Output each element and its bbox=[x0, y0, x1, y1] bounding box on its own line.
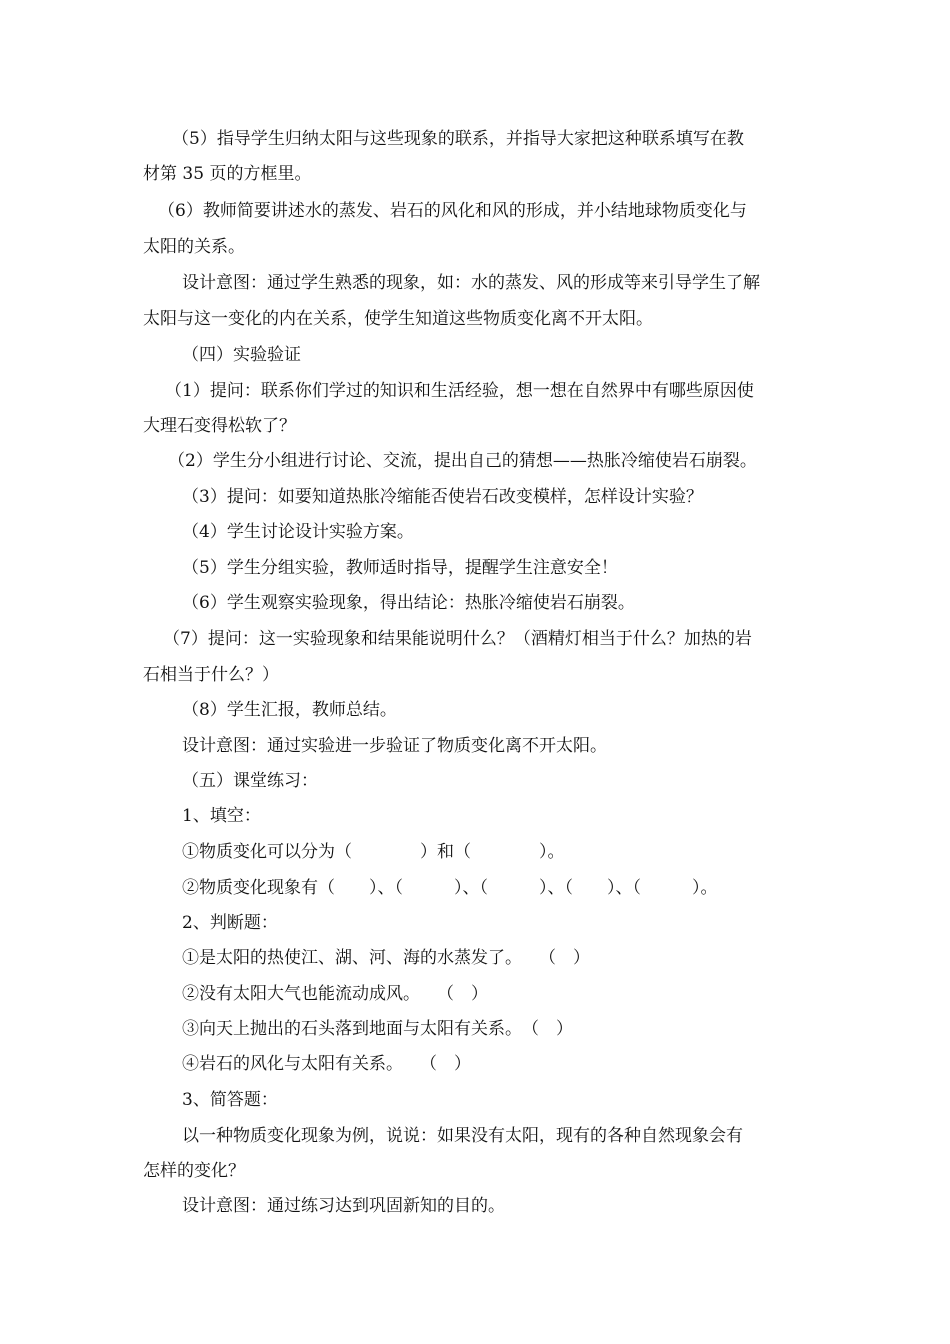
question-item: ④岩石的风化与太阳有关系。 （ ） bbox=[182, 1054, 471, 1074]
paragraph-line: 材第 35 页的方框里。 bbox=[143, 164, 312, 184]
question-heading: 2、判断题： bbox=[182, 913, 278, 933]
paragraph-line: （8）学生汇报，教师总结。 bbox=[182, 700, 397, 720]
question-item: ②没有太阳大气也能流动成风。 （ ） bbox=[182, 984, 488, 1004]
question-item: ①物质变化可以分为（ ）和（ ）。 bbox=[182, 842, 565, 862]
question-item: ③向天上抛出的石头落到地面与太阳有关系。 （ ） bbox=[182, 1019, 573, 1039]
paragraph-line: （7）提问：这一实验现象和结果能说明什么？（酒精灯相当于什么？加热的岩 bbox=[163, 629, 752, 649]
paragraph-line: 以一种物质变化现象为例，说说：如果没有太阳，现有的各种自然现象会有 bbox=[182, 1126, 743, 1146]
paragraph-line: （6）学生观察实验现象，得出结论：热胀冷缩使岩石崩裂。 bbox=[182, 593, 635, 613]
paragraph-line: （1）提问：联系你们学过的知识和生活经验，想一想在自然界中有哪些原因使 bbox=[165, 381, 754, 401]
question-heading: 1、填空： bbox=[182, 806, 261, 826]
paragraph-line: （4）学生讨论设计实验方案。 bbox=[182, 522, 414, 542]
paragraph-line: 设计意图：通过实验进一步验证了物质变化离不开太阳。 bbox=[182, 736, 607, 756]
section-heading: （四）实验验证 bbox=[182, 345, 301, 365]
question-item: ②物质变化现象有（ ）、（ ）、（ ）、（ ）、（ ）。 bbox=[182, 878, 718, 898]
paragraph-line: 设计意图：通过练习达到巩固新知的目的。 bbox=[182, 1196, 505, 1216]
paragraph-line: 太阳与这一变化的内在关系，使学生知道这些物质变化离不开太阳。 bbox=[143, 309, 653, 329]
paragraph-line: 大理石变得松软了？ bbox=[143, 416, 296, 436]
paragraph-line: （5）指导学生归纳太阳与这些现象的联系，并指导大家把这种联系填写在教 bbox=[172, 129, 744, 149]
paragraph-line: （6）教师简要讲述水的蒸发、岩石的风化和风的形成，并小结地球物质变化与 bbox=[158, 201, 747, 221]
paragraph-line: 设计意图：通过学生熟悉的现象，如：水的蒸发、风的形成等来引导学生了解 bbox=[182, 273, 760, 293]
section-heading: （五）课堂练习： bbox=[182, 771, 318, 791]
paragraph-line: （3）提问：如要知道热胀冷缩能否使岩石改变模样，怎样设计实验？ bbox=[182, 487, 703, 507]
question-heading: 3、简答题： bbox=[182, 1090, 278, 1110]
paragraph-line: （2）学生分小组进行讨论、交流，提出自己的猜想——热胀冷缩使岩石崩裂。 bbox=[168, 451, 757, 471]
paragraph-line: 怎样的变化？ bbox=[143, 1161, 245, 1181]
question-item: ①是太阳的热使江、湖、河、海的水蒸发了。 （ ） bbox=[182, 948, 590, 968]
paragraph-line: （5）学生分组实验，教师适时指导，提醒学生注意安全！ bbox=[182, 558, 618, 578]
paragraph-line: 石相当于什么？） bbox=[143, 665, 279, 685]
paragraph-line: 太阳的关系。 bbox=[143, 237, 245, 257]
